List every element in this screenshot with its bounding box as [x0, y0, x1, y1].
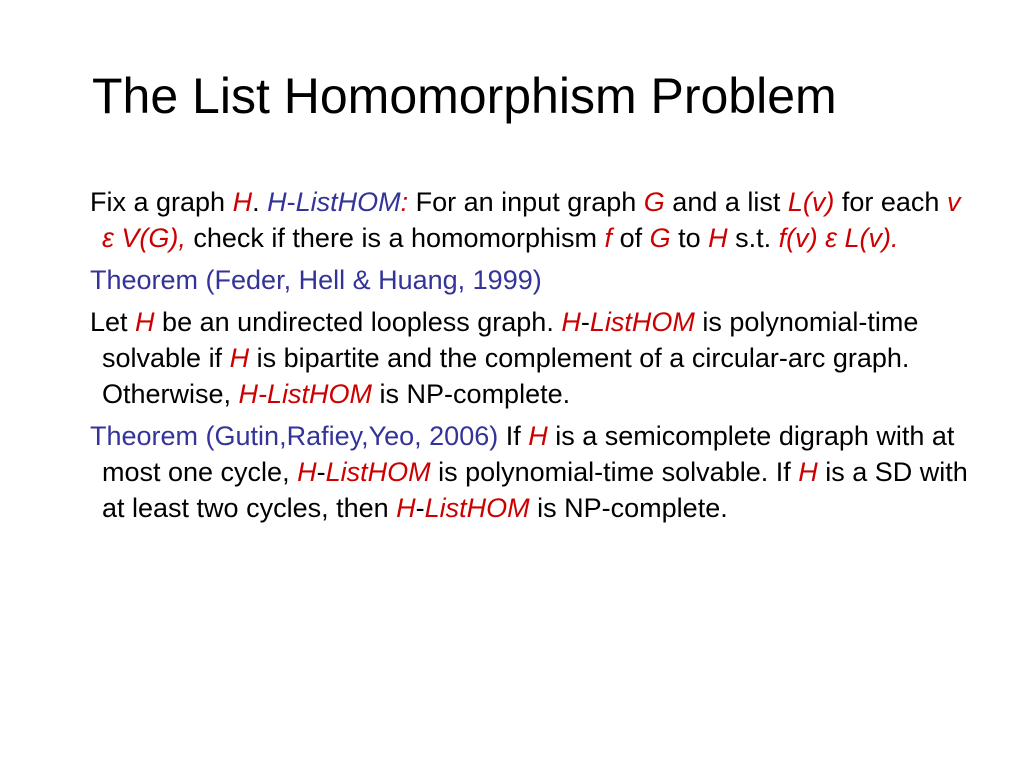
text-run: G	[643, 187, 665, 217]
text-run: is NP-complete.	[372, 379, 571, 409]
text-run: Theorem (Gutin,Rafiey,Yeo, 2006)	[90, 421, 499, 451]
text-run: of	[612, 223, 650, 253]
text-run: L(v)	[787, 187, 835, 217]
text-run: H-ListHOM	[238, 379, 373, 409]
text-run: Let	[90, 307, 136, 337]
text-run: -	[415, 493, 425, 523]
text-run: .	[252, 187, 268, 217]
text-run: to	[670, 223, 709, 253]
text-run: H	[561, 307, 581, 337]
text-run: ListHOM	[589, 307, 695, 337]
text-run: Theorem (Feder, Hell & Huang, 1999)	[90, 265, 542, 295]
text-run: H	[528, 421, 548, 451]
text-run: ListHOM	[325, 457, 431, 487]
text-run: ListHOM	[424, 493, 530, 523]
theorem-gutin-statement	[90, 418, 970, 526]
text-run: s.t.	[727, 223, 779, 253]
text-run: -	[316, 457, 326, 487]
text-run: is NP-complete.	[529, 493, 728, 523]
text-run: is bipartite and the complement of a circular-arc graph. Otherwise,	[102, 343, 910, 409]
theorem-feder-heading	[90, 262, 970, 298]
text-run: H	[297, 457, 317, 487]
text-run: H	[229, 343, 250, 373]
text-run: H	[396, 493, 416, 523]
text-run: -	[580, 307, 590, 337]
text-run: H	[135, 307, 155, 337]
text-run: -	[286, 187, 296, 217]
text-run: H	[267, 187, 287, 217]
text-run: check if there is a homomorphism	[185, 223, 605, 253]
text-run: H	[232, 187, 253, 217]
text-run: H	[708, 223, 728, 253]
text-run: v ε V(G),	[102, 187, 961, 253]
text-run: is polynomial-time solvable if	[102, 307, 919, 373]
text-run: Fix a graph	[90, 187, 233, 217]
text-run: ListHOM	[295, 187, 401, 217]
text-run: f(v) ε L(v).	[778, 223, 899, 253]
text-run: f	[604, 223, 613, 253]
slide-body	[90, 184, 970, 526]
text-run: If	[498, 421, 529, 451]
text-run: G	[649, 223, 671, 253]
theorem-feder-statement	[90, 304, 970, 412]
text-run: for each	[834, 187, 947, 217]
text-run: H	[798, 457, 818, 487]
text-run: and a list	[664, 187, 788, 217]
text-run: is a SD with at least two cycles, then	[102, 457, 968, 523]
text-run: For an input graph	[408, 187, 644, 217]
slide-title: The List Homomorphism Problem	[92, 68, 837, 124]
problem-definition-paragraph	[90, 184, 970, 256]
text-run: be an undirected loopless graph.	[154, 307, 562, 337]
text-run: is polynomial-time solvable. If	[430, 457, 799, 487]
text-run: :	[400, 187, 409, 217]
text-run: is a semicomplete digraph with at most one cycle,	[102, 421, 955, 487]
